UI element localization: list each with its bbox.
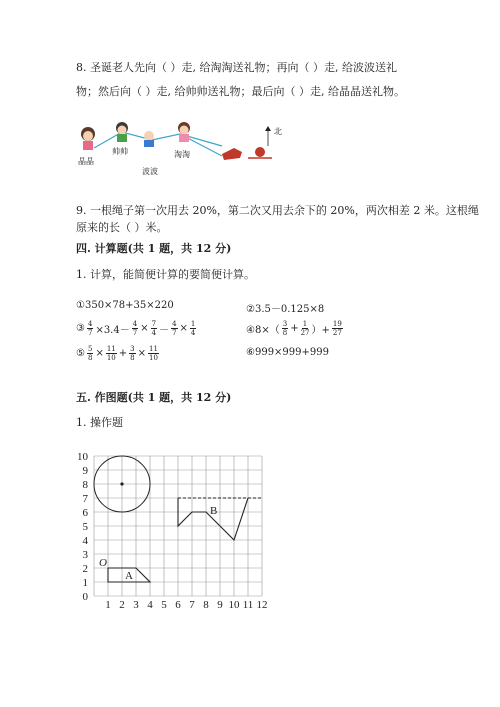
x-tick-label: 11: [242, 599, 254, 611]
fraction: $\frac{5}{8}$: [87, 345, 93, 362]
y-tick-label: 4: [82, 535, 88, 547]
label-b: B: [210, 505, 218, 517]
fraction: $\frac{3}{8}$: [282, 320, 288, 337]
bobo-figure: [144, 131, 154, 147]
jingjing-figure: [81, 127, 95, 150]
calc-item-6: ⑥999×999+999: [246, 347, 329, 358]
y-tick-label: 2: [82, 563, 88, 575]
section-5-title: 五. 作图题(共 1 题，共 12 分): [76, 391, 232, 404]
x-tick-label: 12: [256, 599, 268, 611]
calc-item-4: ④8×（ $\frac{3}{8}$ + $\frac{1}{27}$ ）+ $\frac{19}{27}$: [246, 320, 342, 337]
label-a: A: [125, 570, 133, 582]
x-tick-label: 3: [133, 599, 139, 611]
q9-line-2: 原来的长（ ）米。: [76, 221, 168, 234]
x-tick-label: 6: [175, 599, 181, 611]
x-tick-label: 7: [189, 599, 195, 611]
q8-line-1: 8. 圣诞老人先向（ ）走, 给淘淘送礼物；再向（ ）走, 给波波送礼: [76, 61, 397, 74]
y-tick-label: 5: [82, 521, 88, 533]
taotao-figure: [178, 122, 190, 142]
fraction: $\frac{11}{10}$: [106, 345, 116, 362]
label-shuaishuai: 帅帅: [112, 147, 128, 156]
fraction: $\frac{1}{4}$: [190, 320, 196, 337]
y-tick-label: 8: [82, 479, 88, 491]
x-tick-label: 5: [161, 599, 167, 611]
label-jingjing: 晶晶: [78, 157, 94, 166]
x-tick-label: 4: [147, 599, 153, 611]
circle-center-dot: [120, 482, 123, 485]
x-tick-label: 2: [119, 599, 125, 611]
y-tick-label: 10: [77, 451, 88, 463]
q8-route-illustration: [72, 118, 292, 178]
calc-item-2: ②3.5－0.125×8: [246, 304, 325, 315]
fraction: $\frac{19}{27}$: [332, 320, 342, 337]
fraction: $\frac{4}{7}$: [132, 320, 138, 337]
coordinate-grid: [70, 448, 280, 616]
section-4-instruction: 1. 计算，能简便计算的要简便计算。: [76, 268, 255, 281]
label-north: 北: [274, 127, 282, 136]
y-tick-label: 9: [82, 465, 88, 477]
calc-item-1: ①350×78+35×220: [76, 300, 174, 311]
section-4-title: 四. 计算题(共 1 题，共 12 分): [76, 242, 232, 255]
y-tick-label: 7: [82, 493, 88, 505]
label-o: O: [99, 557, 107, 569]
fraction: $\frac{4}{7}$: [87, 320, 93, 337]
calc-item-5: ⑤ $\frac{5}{8}$ × $\frac{11}{10}$ + $\frac{3}{8}$ × $\frac{11}{10}$: [76, 345, 158, 362]
y-tick-label: 3: [82, 549, 88, 561]
x-tick-label: 8: [203, 599, 209, 611]
x-tick-label: 9: [217, 599, 223, 611]
shuaishuai-figure: [116, 122, 128, 142]
calc-item-3: ③ $\frac{4}{7}$ ×3.4－ $\frac{4}{7}$ × $\frac{7}{4}$ － $\frac{4}{7}$ × $\frac{1}{4}$: [76, 320, 196, 337]
y-tick-label: 1: [82, 577, 88, 589]
section-5-instruction: 1. 操作题: [76, 416, 123, 429]
fraction: $\frac{1}{27}$: [300, 320, 310, 337]
fraction: $\frac{4}{7}$: [172, 320, 177, 337]
fraction: $\frac{11}{10}$: [149, 345, 158, 362]
santa-sleigh: [222, 147, 272, 160]
fraction: $\frac{7}{4}$: [151, 320, 157, 337]
fraction: $\frac{3}{8}$: [130, 345, 135, 362]
q9-line-1: 9. 一根绳子第一次用去 20%，第二次又用去余下的 20%，两次相差 2 米。这根绳: [76, 204, 479, 217]
x-tick-label: 1: [105, 599, 111, 611]
x-tick-label: 10: [228, 599, 240, 611]
q8-line-2: 物；然后向（ ）走, 给帅帅送礼物；最后向（ ）走, 给晶晶送礼物。: [76, 85, 405, 98]
label-taotao: 淘淘: [174, 150, 190, 159]
north-arrow: [265, 126, 271, 146]
y-tick-label: 0: [82, 591, 88, 603]
label-bobo: 波波: [142, 167, 158, 176]
y-tick-label: 6: [82, 507, 88, 519]
